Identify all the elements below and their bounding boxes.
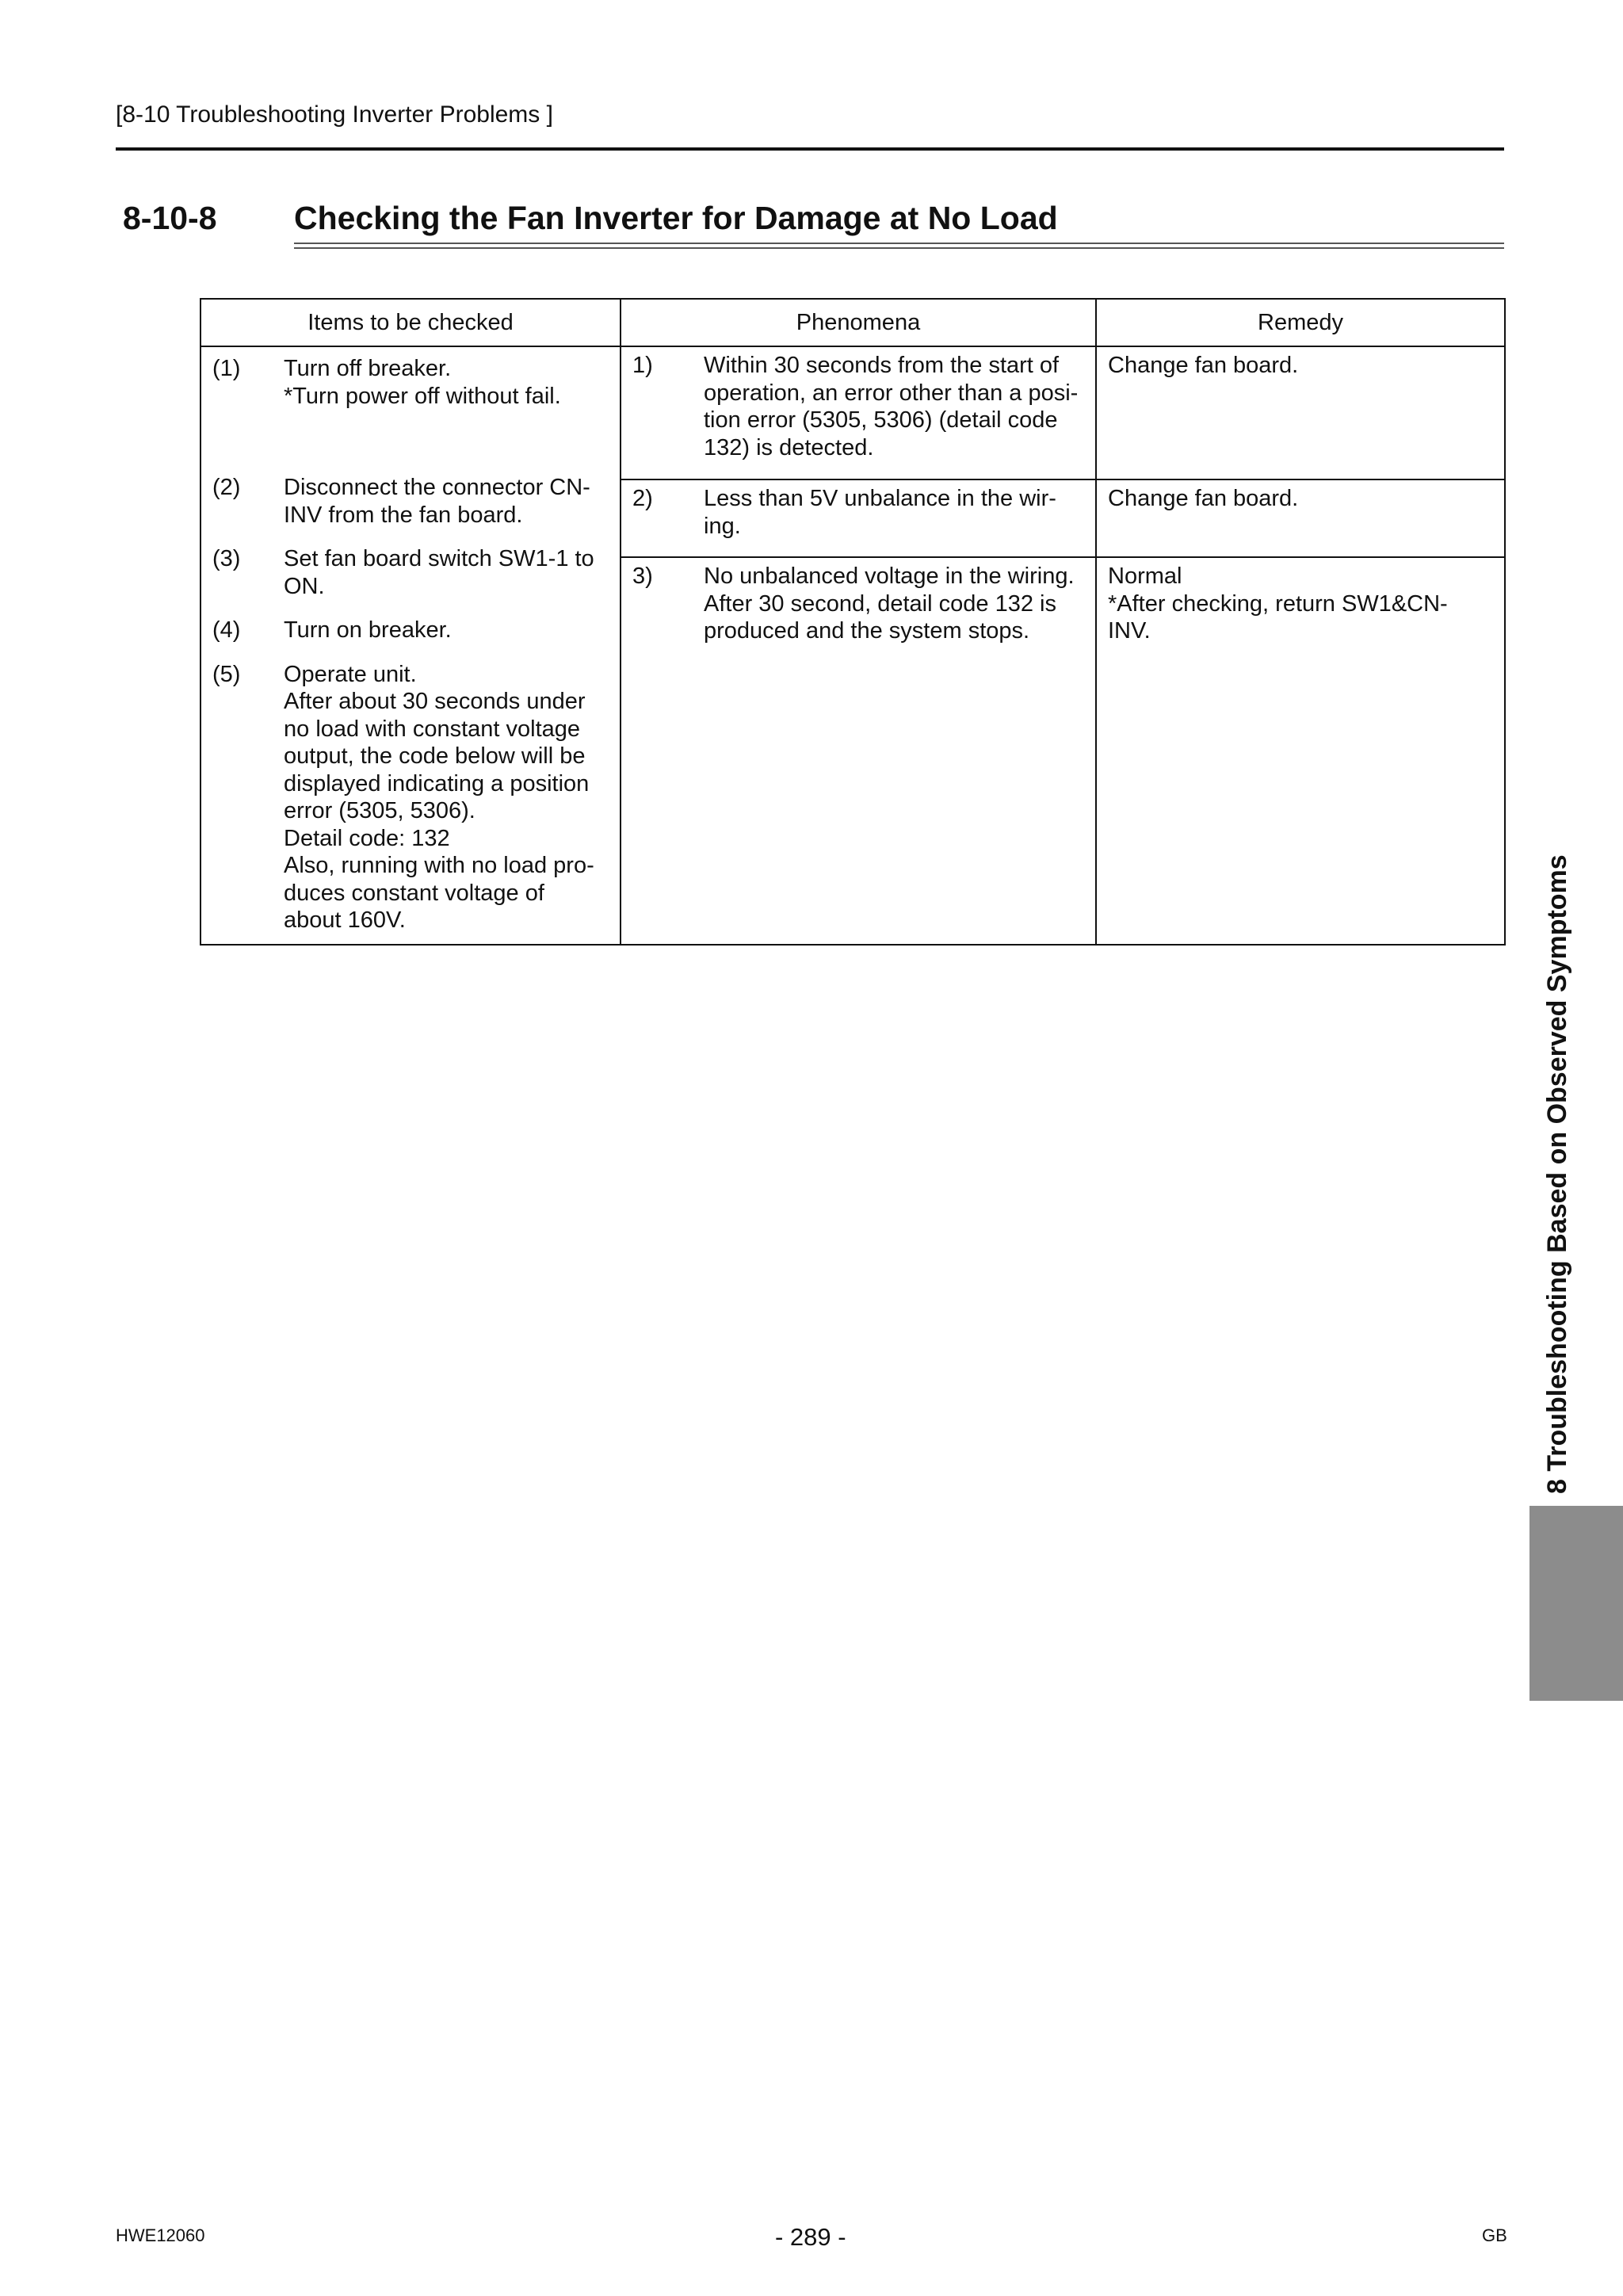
check-item-text: Disconnect the connector CN- INV from the fan board. <box>284 475 590 528</box>
table-row <box>200 346 1505 479</box>
phenomenon-cell <box>621 346 1096 479</box>
checklist-table <box>200 298 1506 946</box>
table-header-row <box>200 299 1505 346</box>
chapter-side-tab-label: 8 Troubleshooting Based on Observed Symptoms <box>1542 854 1572 1494</box>
check-item <box>201 661 620 934</box>
region-code: GB <box>1482 2225 1507 2245</box>
check-item-number: (4) <box>212 617 241 643</box>
check-item <box>201 474 620 529</box>
phenomenon-item <box>621 563 1095 645</box>
remedy-text: Normal *After checking, return SW1&CN- INV. <box>1108 563 1448 644</box>
phenomenon-cell <box>621 479 1096 557</box>
phenomenon-text: Less than 5V unbalance in the wir- ing. <box>704 486 1056 539</box>
page-number: - 289 - <box>775 2223 846 2251</box>
remedy-text: Change fan board. <box>1108 486 1299 511</box>
title-rule <box>294 243 1504 244</box>
remedy-cell <box>1096 346 1505 479</box>
running-head: [8-10 Troubleshooting Inverter Problems ] <box>116 101 553 128</box>
check-item-number: (1) <box>212 356 241 381</box>
remedy-cell <box>1096 479 1505 557</box>
check-item-number: (2) <box>212 475 241 500</box>
check-item-text: Turn off breaker. *Turn power off without fail. <box>284 356 561 409</box>
check-item-text: Operate unit. After about 30 seconds under no load with constant voltage output, the code below will be displayed indicating a position error (5305, 5306). Detail code: 132 Also, running with no load pro- duces constant voltage of about 160V. <box>284 661 594 933</box>
phenomenon-cell <box>621 557 1096 945</box>
column-header-phenomena: Phenomena <box>621 299 1096 346</box>
column-header-remedy: Remedy <box>1096 299 1505 346</box>
remedy-text: Change fan board. <box>1108 353 1299 378</box>
chapter-side-tab <box>1529 1506 1623 1701</box>
check-item <box>201 617 620 644</box>
check-item-text: Turn on breaker. <box>284 617 452 643</box>
phenomenon-number: 2) <box>632 486 653 511</box>
check-item <box>201 545 620 600</box>
check-item-text: Set fan board switch SW1-1 to ON. <box>284 546 594 599</box>
phenomenon-text: Within 30 seconds from the start of operation, an error other than a posi- tion error (5305, 5306) (detail code 132) is detected. <box>704 353 1079 460</box>
phenomenon-item <box>621 352 1095 461</box>
check-item-number: (3) <box>212 546 241 571</box>
items-cell <box>200 346 621 945</box>
check-item-number: (5) <box>212 661 241 687</box>
title-rule <box>294 247 1504 249</box>
column-header-items: Items to be checked <box>200 299 621 346</box>
section-number: 8-10-8 <box>123 200 217 236</box>
phenomenon-item <box>621 485 1095 540</box>
section-title: Checking the Fan Inverter for Damage at No Load <box>294 200 1058 236</box>
check-item <box>201 355 620 410</box>
remedy-cell <box>1096 557 1505 945</box>
header-rule <box>116 147 1504 151</box>
document-code: HWE12060 <box>116 2225 205 2245</box>
phenomenon-number: 3) <box>632 563 653 589</box>
phenomenon-number: 1) <box>632 353 653 378</box>
phenomenon-text: No unbalanced voltage in the wiring. After 30 second, detail code 132 is produced and the system stops. <box>704 563 1075 644</box>
